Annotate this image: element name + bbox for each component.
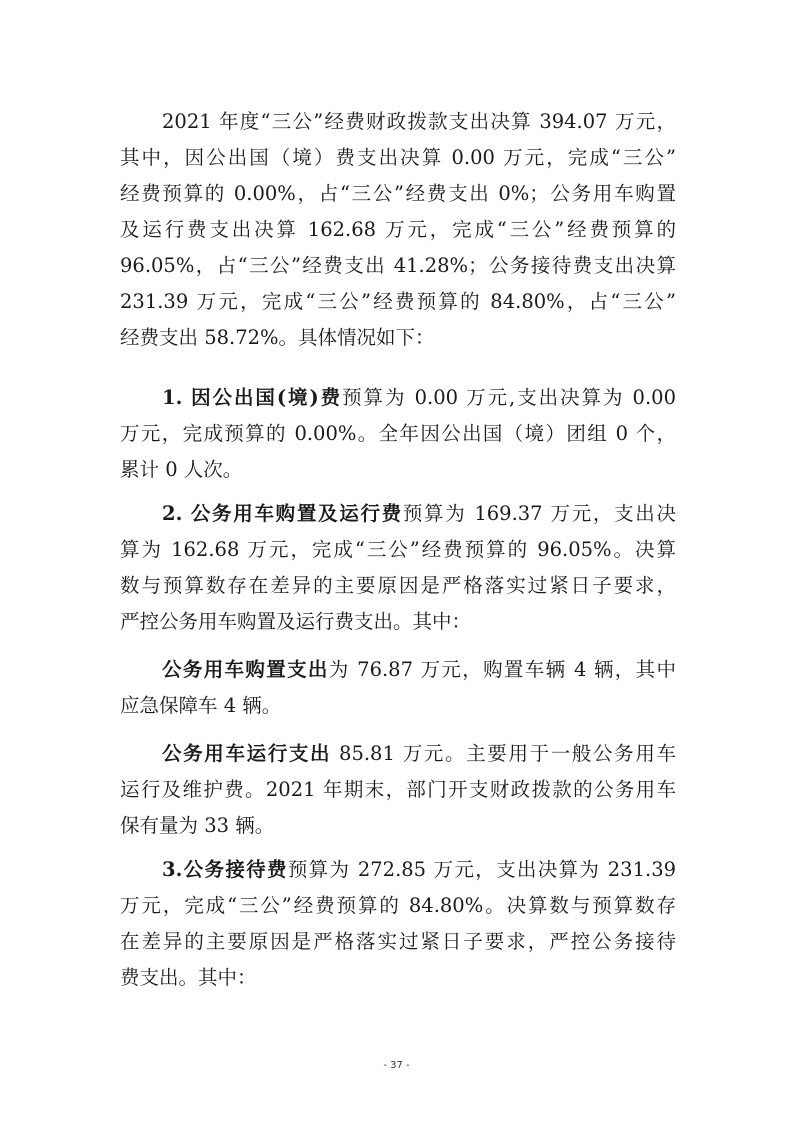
text-line: 累计 0 人次。 [120, 458, 243, 481]
text-span: 85.81 万元。主要用于一般公务用车 [331, 742, 676, 765]
page-number: - 37 - [383, 1060, 410, 1071]
text-line: 2021 年度“三公”经费财政拨款支出决算 394.07 万元， [162, 110, 676, 133]
text-line: 应急保障车 4 辆。 [120, 694, 282, 717]
text-line [162, 496, 676, 532]
text-span: 预算为 169.37 万元，支出决 [402, 502, 676, 525]
section-heading: 2. 公务用车购置及运行费 [162, 502, 403, 525]
text-line: 经费支出 58.72%。具体情况如下： [120, 326, 435, 349]
text-line: 数与预算数存在差异的主要原因是严格落实过紧日子要求， [120, 574, 676, 597]
section-heading: 公务用车购置支出 [162, 658, 329, 681]
text-line: 经费预算的 0.00%，占“三公”经费支出 0%；公务用车购置 [120, 182, 676, 205]
text-line [162, 852, 676, 888]
text-line: 万元，完成预算的 0.00%。全年因公出国（境）团组 0 个， [120, 422, 676, 445]
text-line: 96.05%，占“三公”经费支出 41.28%；公务接待费支出决算 [120, 254, 676, 277]
text-line [162, 380, 676, 416]
text-line: 231.39 万元，完成“三公”经费预算的 84.80%，占“三公” [120, 290, 676, 313]
text-span: 预算为 272.85 万元，支出决算为 231.39 [287, 858, 677, 881]
text-line: 费支出。其中： [120, 966, 257, 989]
text-span: 预算为 0.00 万元,支出决算为 0.00 [342, 386, 676, 409]
text-line: 保有量为 33 辆。 [120, 814, 275, 837]
text-line: 运行及维护费。2021 年期末，部门开支财政拨款的公务用车 [120, 778, 676, 801]
text-line: 在差异的主要原因是严格落实过紧日子要求，严控公务接待 [120, 930, 676, 953]
text-span: 为 76.87 万元，购置车辆 4 辆，其中 [328, 658, 676, 681]
text-line: 其中，因公出国（境）费支出决算 0.00 万元，完成“三公” [120, 146, 676, 169]
text-line: 及运行费支出决算 162.68 万元，完成“三公”经费预算的 [120, 218, 676, 241]
section-heading: 公务用车运行支出 [162, 742, 332, 765]
text-line [162, 736, 676, 772]
text-line: 万元，完成“三公”经费预算的 84.80%。决算数与预算数存 [120, 894, 676, 917]
text-line [162, 652, 676, 688]
section-heading: 3.公务接待费 [162, 858, 288, 881]
section-heading: 1. 因公出国(境)费 [162, 386, 343, 409]
text-line: 算为 162.68 万元，完成“三公”经费预算的 96.05%。决算 [120, 538, 676, 561]
text-line: 严控公务用车购置及运行费支出。其中： [120, 610, 472, 633]
